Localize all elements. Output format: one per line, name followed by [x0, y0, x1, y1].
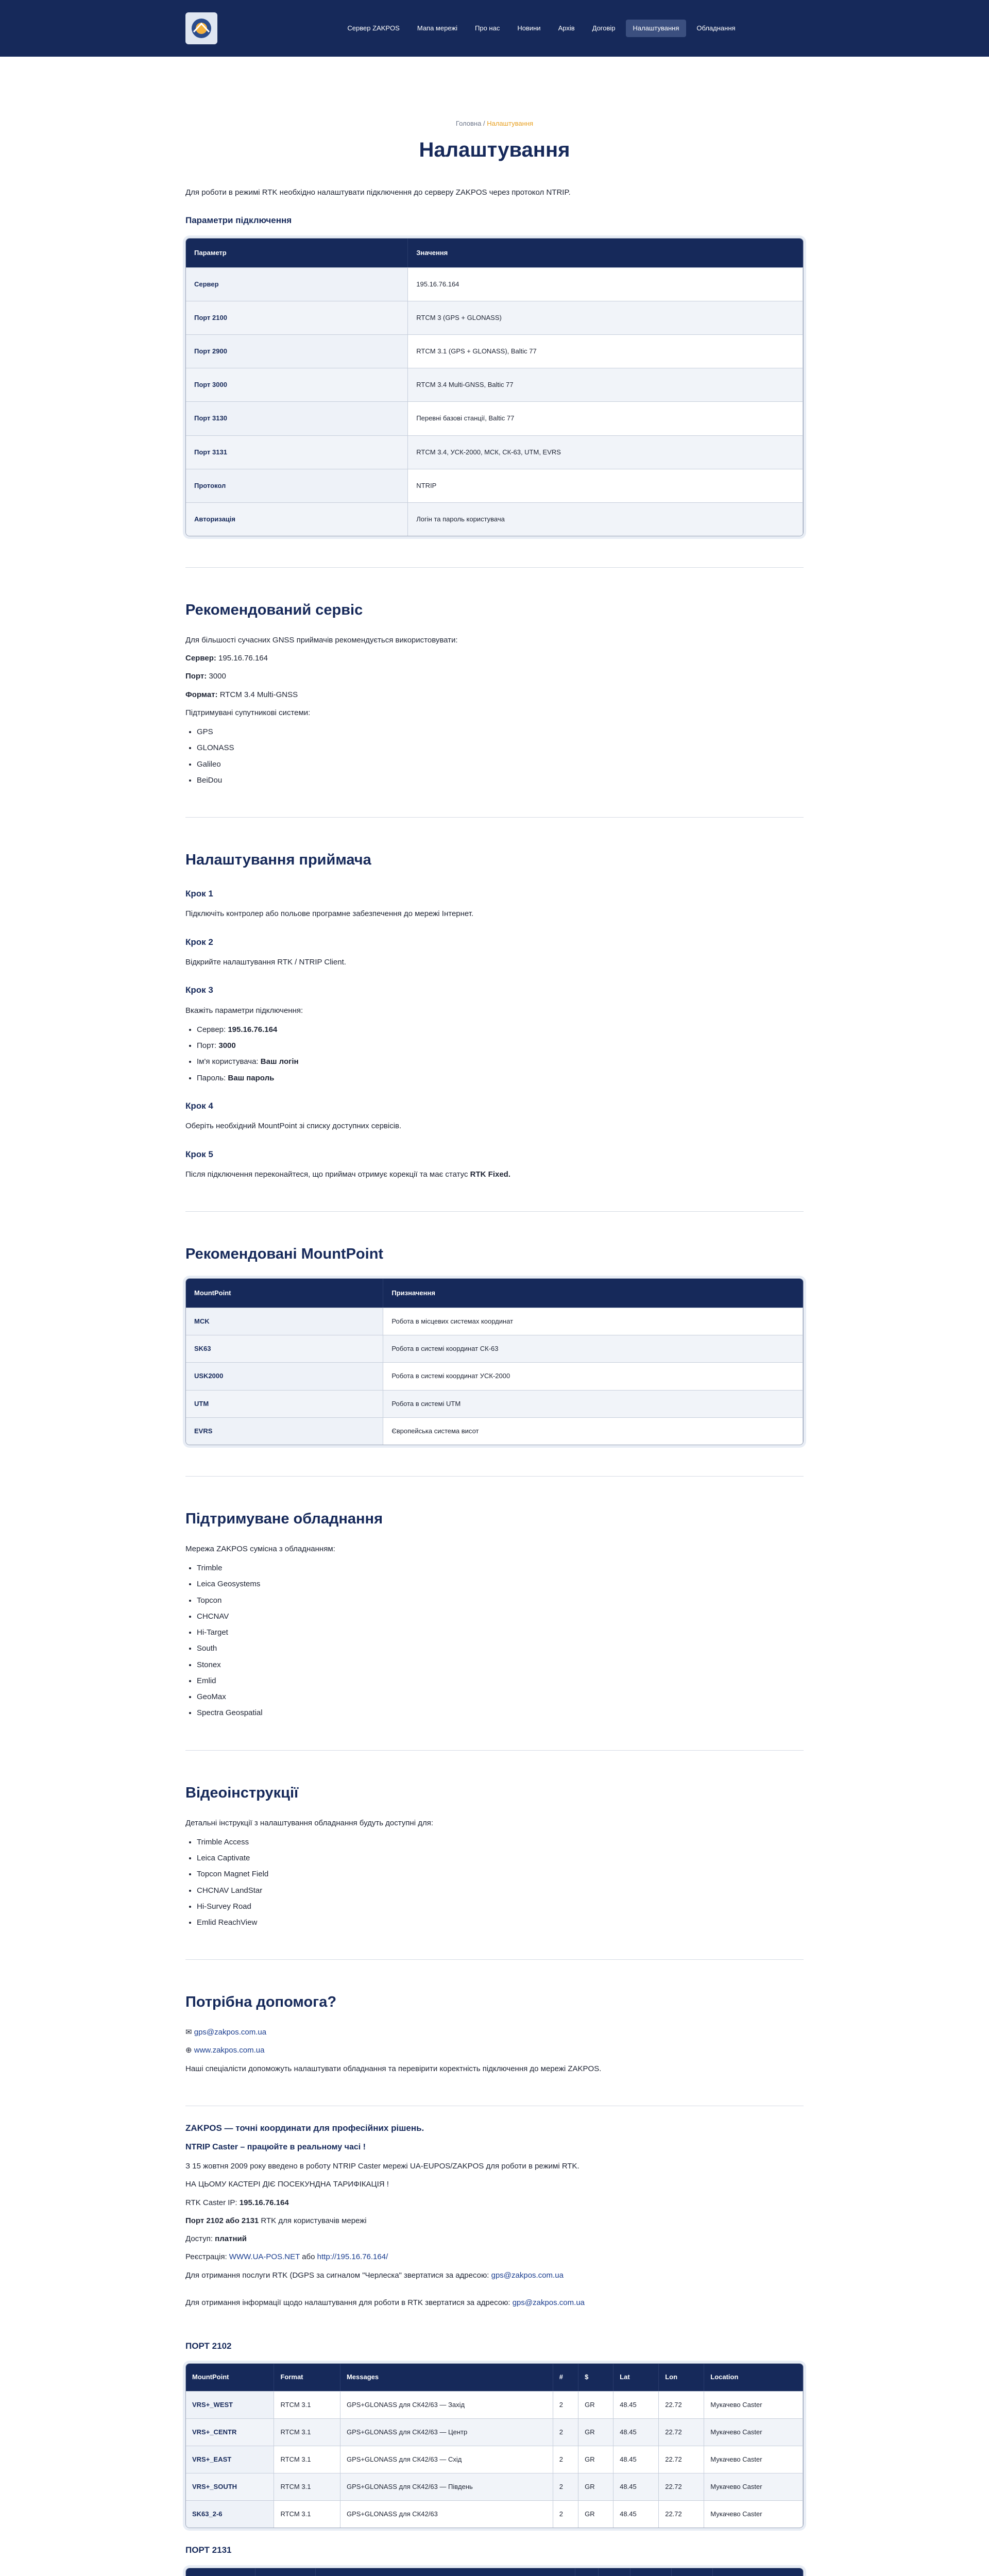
table-cell: VRS+_CENTR: [186, 2418, 274, 2446]
step5-heading: Крок 5: [185, 1149, 213, 1159]
table-cell: RTCM 3 (GPS + GLONASS): [408, 301, 803, 334]
table-cell: RTCM 3.1: [274, 2418, 340, 2446]
list-item: • South: [197, 1642, 804, 1654]
table-row: [186, 435, 803, 469]
table-cell: 48.45: [613, 2473, 659, 2500]
table-cell: VRS+_EAST: [186, 2446, 274, 2473]
table-cell: RTCM 3.1: [274, 2473, 340, 2500]
table-row: [186, 2446, 803, 2473]
logo-emblem-icon: [190, 16, 213, 40]
list-item: • Hi-Target: [197, 1626, 804, 1638]
section-divider: [185, 817, 804, 818]
section-divider: [185, 1211, 804, 1212]
setup-fields-list: [197, 1024, 804, 1084]
table-cell: GPS+GLONASS для СК42/63 — Схід: [340, 2446, 553, 2473]
breadcrumb: [0, 118, 989, 129]
rec-port: Порт: 3000: [185, 672, 226, 681]
table-cell: 22.72: [659, 2500, 704, 2528]
globe-icon: ⊕: [185, 2046, 192, 2055]
video-heading: Відеоінструкції: [185, 1784, 299, 1801]
help-site: [185, 2044, 804, 2056]
table-cell: 22.72: [659, 2473, 704, 2500]
rec-format: Формат: RTCM 3.4 Multi-GNSS: [185, 690, 298, 699]
step1-text: Підключіть контролер або польове програмне забезпечення до мережі Інтернет.: [185, 909, 474, 919]
table-cell: 48.45: [613, 2391, 659, 2418]
nav-archive[interactable]: Архів: [558, 24, 575, 32]
table-cell: 2: [553, 2473, 578, 2500]
nav-about[interactable]: Про нас: [475, 24, 500, 32]
rec-text: Для більшості сучасних GNSS приймачів рекомендується використовувати:: [185, 635, 458, 645]
list-item: • CHCNAV LandStar: [197, 1885, 804, 1896]
table-header: [316, 2568, 575, 2576]
table-cell: VRS+_WEST: [186, 2391, 274, 2418]
table-cell: RTCM 3.4, УСК-2000, МСК, СК-63, UTM, EVRS: [408, 435, 803, 469]
list-item: • Hi-Survey Road: [197, 1901, 804, 1912]
help-site-link[interactable]: www.zakpos.com.ua: [194, 2046, 265, 2055]
port2131-heading: ПОРТ 2131: [185, 2545, 232, 2555]
table-cell: Порт 3131: [186, 435, 408, 469]
list-item: • Порт: 3000: [197, 1040, 804, 1052]
step2-heading: Крок 2: [185, 937, 213, 947]
table-cell: 2: [553, 2446, 578, 2473]
help-email-link[interactable]: gps@zakpos.com.ua: [194, 2028, 267, 2037]
caster-link[interactable]: http://195.16.76.164/: [317, 2252, 388, 2262]
list-item: • Spectra Geospatial: [197, 1707, 804, 1719]
list-item: • Trimble Access: [197, 1836, 804, 1848]
list-item: • Topcon: [197, 1595, 804, 1606]
table-cell: RTCM 3.1: [274, 2500, 340, 2528]
list-item: • BeiDou: [197, 774, 804, 786]
list-item: • Galileo: [197, 758, 804, 770]
breadcrumb-separator: /: [483, 120, 485, 127]
table-cell: EVRS: [186, 1417, 383, 1445]
step1-heading: Крок 1: [185, 889, 213, 899]
nav-equipment[interactable]: Обладнання: [696, 24, 736, 32]
table-cell: Порт 3000: [186, 368, 408, 401]
table-cell: GPS+GLONASS для СК42/63: [340, 2500, 553, 2528]
rec-systems-text: Підтримувані супутникові системи:: [185, 708, 311, 717]
site-header: [0, 0, 989, 57]
step4-heading: Крок 4: [185, 1100, 213, 1111]
table-header: Значення: [408, 239, 803, 267]
uapos-link[interactable]: WWW.UA-POS.NET: [229, 2252, 300, 2262]
table-row: [186, 267, 803, 301]
table-cell: 22.72: [659, 2418, 704, 2446]
table-header: Messages: [340, 2364, 553, 2391]
table-row: [186, 2473, 803, 2500]
table-cell: GPS+GLONASS для СК42/63 — Центр: [340, 2418, 553, 2446]
help-text: Наші спеціалісти допоможуть налаштувати обладнання та перевірити коректність підключення до мережі ZAKPOS.: [185, 2064, 602, 2073]
table-cell: Протокол: [186, 469, 408, 502]
step4-text: Оберіть необхідний MountPoint зі списку доступних сервісів.: [185, 1122, 402, 1131]
table-header: Location: [704, 2364, 803, 2391]
list-item: • Leica Captivate: [197, 1852, 804, 1864]
section-divider: [185, 567, 804, 568]
table-cell: 195.16.76.164: [408, 267, 803, 301]
promo-text: З 15 жовтня 2009 року введено в роботу NTRIP Caster мережі UA-EUPOS/ZAKPOS для роботи в режимі RTK.: [185, 2162, 579, 2171]
mountpoint-table: [185, 1278, 804, 1445]
breadcrumb-current: Налаштування: [487, 120, 534, 127]
table-header: [186, 2568, 255, 2576]
rec-server: Сервер: 195.16.76.164: [185, 654, 268, 663]
port2131-table: [185, 2568, 804, 2576]
promo-title: ZAKPOS — точні координати для професійних рішень.: [185, 2123, 424, 2133]
params-table: [185, 238, 804, 536]
logo[interactable]: [185, 12, 217, 44]
table-header: $: [578, 2364, 613, 2391]
table-cell: GR: [578, 2446, 613, 2473]
table-cell: SK63: [186, 1335, 383, 1362]
promo-ip: RTK Caster IP: 195.16.76.164: [185, 2198, 289, 2207]
table-header: Призначення: [383, 1279, 803, 1308]
table-header: [672, 2568, 713, 2576]
table-cell: Порт 2900: [186, 334, 408, 368]
table-cell: Порт 3130: [186, 401, 408, 435]
list-item: • GeoMax: [197, 1691, 804, 1703]
help-email: [185, 2026, 804, 2038]
table-cell: VRS+_SOUTH: [186, 2473, 274, 2500]
table-cell: Порт 2100: [186, 301, 408, 334]
table-header: Lat: [613, 2364, 659, 2391]
table-cell: Перевні базові станції, Baltic 77: [408, 401, 803, 435]
email-link[interactable]: gps@zakpos.com.ua: [512, 2298, 585, 2307]
equip-heading: Підтримуване обладнання: [185, 1510, 383, 1527]
table-cell: 2: [553, 2391, 578, 2418]
table-cell: GPS+GLONASS для СК42/63 — Захід: [340, 2391, 553, 2418]
table-cell: GR: [578, 2500, 613, 2528]
promo-subtitle: NTRIP Caster – працюйте в реальному часі !: [185, 2143, 366, 2152]
breadcrumb-home[interactable]: Головна: [455, 120, 482, 127]
table-header: Format: [274, 2364, 340, 2391]
equipment-list: [197, 1562, 804, 1719]
params-heading: Параметри підключення: [185, 215, 292, 226]
table-cell: Мукачево Caster: [704, 2418, 803, 2446]
promo-access: Доступ: платний: [185, 2234, 247, 2244]
page-title: Налаштування: [419, 139, 570, 162]
step5-text: Після підключення переконайтеся, що приймач отримує корекції та має статус RTK Fixed.: [185, 1170, 510, 1179]
nav-news[interactable]: Новини: [517, 24, 541, 32]
table-row: [186, 1335, 803, 1362]
list-item: • Ім'я користувача: Ваш логін: [197, 1056, 804, 1067]
step2-text: Відкрийте налаштування RTK / NTRIP Client.: [185, 958, 346, 967]
table-row: [186, 2500, 803, 2528]
step3-text: Вкажіть параметри підключення:: [185, 1006, 303, 1015]
nav-settings[interactable]: Налаштування: [626, 20, 687, 37]
table-cell: 2: [553, 2418, 578, 2446]
table-cell: GR: [578, 2391, 613, 2418]
table-cell: MCK: [186, 1308, 383, 1335]
table-cell: 22.72: [659, 2446, 704, 2473]
table-cell: UTM: [186, 1390, 383, 1417]
setup-heading: Налаштування приймача: [185, 852, 371, 869]
table-row: [186, 1362, 803, 1389]
table-cell: 22.72: [659, 2391, 704, 2418]
table-cell: RTCM 3.4 Multi-GNSS, Baltic 77: [408, 368, 803, 401]
email-link[interactable]: gps@zakpos.com.ua: [491, 2270, 564, 2280]
table-header: Параметр: [186, 239, 408, 267]
table-header: [713, 2568, 803, 2576]
table-row: [186, 2418, 803, 2446]
list-item: • CHCNAV: [197, 1611, 804, 1622]
table-cell: RTCM 3.1: [274, 2391, 340, 2418]
table-cell: Сервер: [186, 267, 408, 301]
list-item: • Пароль: Ваш пароль: [197, 1072, 804, 1084]
help-heading: Потрібна допомога?: [185, 1994, 337, 2011]
intro-text: Для роботи в режимі RTK необхідно налаштувати підключення до серверу ZAKPOS через протокол NTRIP.: [185, 188, 571, 197]
table-cell: Мукачево Caster: [704, 2391, 803, 2418]
main-nav: [340, 20, 742, 37]
step3-heading: Крок 3: [185, 985, 213, 995]
table-header: Lon: [659, 2364, 704, 2391]
list-item: • Topcon Magnet Field: [197, 1868, 804, 1880]
table-cell: Європейська система висот: [383, 1417, 803, 1445]
table-cell: USK2000: [186, 1362, 383, 1389]
table-row: [186, 2391, 803, 2418]
table-header: [575, 2568, 599, 2576]
nav-map[interactable]: Мапа мережі: [417, 24, 457, 32]
table-cell: Мукачево Caster: [704, 2446, 803, 2473]
table-cell: GR: [578, 2473, 613, 2500]
promo-tarif: НА ЦЬОМУ КАСТЕРІ ДІЄ ПОСЕКУНДНА ТАРИФІКАЦІЯ !: [185, 2180, 389, 2189]
table-cell: RTCM 3.1: [274, 2446, 340, 2473]
table-row: [186, 1308, 803, 1335]
table-cell: Робота в системі координат СК-63: [383, 1335, 803, 1362]
section-divider: [185, 1750, 804, 1751]
list-item: • GPS: [197, 726, 804, 738]
list-item: • Leica Geosystems: [197, 1578, 804, 1590]
table-header: [255, 2568, 316, 2576]
list-item: • GLONASS: [197, 742, 804, 754]
section-divider: [185, 1959, 804, 1960]
table-cell: SK63_2-6: [186, 2500, 274, 2528]
mp-heading: Рекомендовані MountPoint: [185, 1246, 384, 1263]
video-text: Детальні інструкції з налаштування обладнання будуть доступні для:: [185, 1818, 434, 1827]
table-row: [186, 1417, 803, 1445]
table-cell: Авторизація: [186, 502, 408, 536]
table-cell: Робота в системі координат УСК-2000: [383, 1362, 803, 1389]
table-row: [186, 334, 803, 368]
table-header: #: [553, 2364, 578, 2391]
table-header: MountPoint: [186, 2364, 274, 2391]
promo-ports: Порт 2102 або 2131 RTK для користувачів мережі: [185, 2216, 367, 2225]
table-cell: NTRIP: [408, 469, 803, 502]
table-row: [186, 368, 803, 401]
equip-text: Мережа ZAKPOS сумісна з обладнанням:: [185, 1544, 335, 1553]
list-item: • Emlid: [197, 1675, 804, 1687]
systems-list: [197, 726, 804, 786]
port2102-table: [185, 2363, 804, 2528]
table-cell: 2: [553, 2500, 578, 2528]
rec-heading: Рекомендований сервіс: [185, 602, 363, 618]
section-divider: [185, 1476, 804, 1477]
table-cell: Логін та пароль користувача: [408, 502, 803, 536]
table-row: [186, 301, 803, 334]
port2102-heading: ПОРТ 2102: [185, 2341, 232, 2351]
table-row: [186, 469, 803, 502]
table-header: MountPoint: [186, 1279, 383, 1308]
promo-contact: Для отримання послуги RTK (DGPS за сигналом "Черлеска" звертатися за адресою: gps@zakpos.com.ua: [185, 2270, 564, 2280]
list-item: • Emlid ReachView: [197, 1917, 804, 1928]
table-row: [186, 1390, 803, 1417]
table-cell: Робота в системі UTM: [383, 1390, 803, 1417]
table-row: [186, 401, 803, 435]
table-row: [186, 502, 803, 536]
nav-server[interactable]: Сервер ZAKPOS: [347, 24, 400, 32]
mail-icon: ✉: [185, 2028, 192, 2037]
list-item: • Сервер: 195.16.76.164: [197, 1024, 804, 1036]
table-cell: 48.45: [613, 2446, 659, 2473]
table-cell: Мукачево Caster: [704, 2473, 803, 2500]
nav-contract[interactable]: Договір: [592, 24, 616, 32]
list-item: • Stonex: [197, 1659, 804, 1671]
promo-registration: Реєстрація: WWW.UA-POS.NET або http://195.16.76.164/: [185, 2252, 388, 2262]
promo-info: Для отримання інформації щодо налаштування для роботи в RTK звертатися за адресою: gps@zakpos.com.ua: [185, 2298, 585, 2307]
table-header: [630, 2568, 672, 2576]
table-cell: Мукачево Caster: [704, 2500, 803, 2528]
table-cell: 48.45: [613, 2500, 659, 2528]
list-item: • Trimble: [197, 1562, 804, 1574]
table-cell: RTCM 3.1 (GPS + GLONASS), Baltic 77: [408, 334, 803, 368]
video-list: [197, 1836, 804, 1929]
table-cell: GPS+GLONASS для СК42/63 — Південь: [340, 2473, 553, 2500]
table-cell: 48.45: [613, 2418, 659, 2446]
table-header: [599, 2568, 630, 2576]
table-cell: Робота в місцевих системах координат: [383, 1308, 803, 1335]
table-cell: GR: [578, 2418, 613, 2446]
